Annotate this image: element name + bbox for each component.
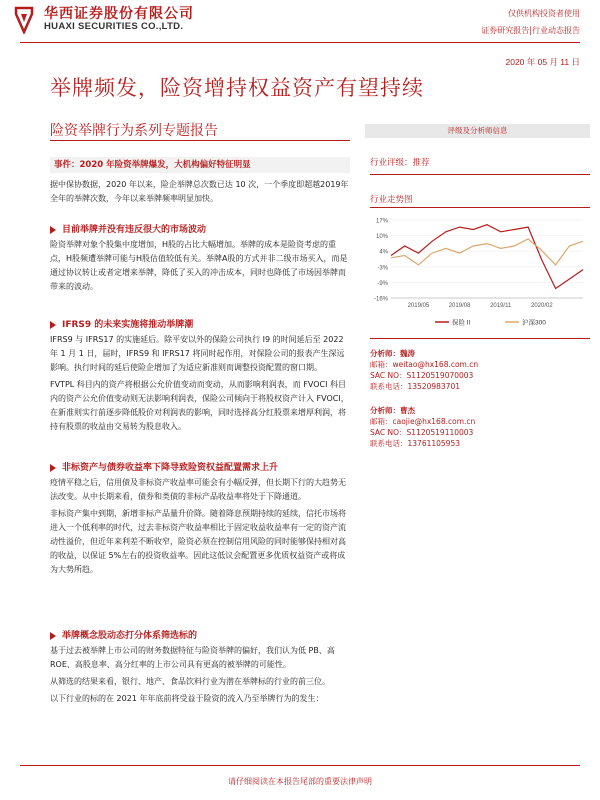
report-title: 举牌频发，险资增持权益资产有望持续 — [50, 76, 424, 100]
y-tick-label: 4% — [379, 249, 388, 256]
analyst-1-phone: 联系电话：13520983701 — [370, 382, 460, 391]
company-name-en: HUAXI SECURITIES CO.,LTD. — [44, 21, 184, 32]
trend-chart-label: 行业走势图 — [370, 195, 413, 205]
company-logo-icon — [12, 6, 36, 34]
chart-divider — [370, 338, 590, 339]
series-line-1 — [391, 225, 583, 289]
section-3 — [50, 460, 350, 577]
section-2-title: IFRS9 的未来实施将推动举牌潮 — [62, 320, 194, 330]
section-1-paragraph-1: 险资举牌对象个股集中度增加，H股的占比大幅增加。举牌的成本是险资考虑的重点，H股频遭举牌可能与H股估值较低有关。举牌A股的方式并非二级市场买入，而是通过协议转让或者定增来举牌，降低了买入的冲击成本，同时也降低了市场因举牌而带来的波动。 — [50, 240, 348, 291]
section-2-paragraph-2: FVTPL 科目内的资产将根据公允价值变动而变动，从而影响利润表，而 FVOCI 科目内的资产公允价值变动则无法影响利润表，保险公司倾向于将股权资产计入 FVOCI，在新准则实行前逐步降低股价对利润表的影响，同时选择高分红股票来增厚利润，将持有股票的收益由交易转为股息收入。 — [50, 380, 349, 431]
section-4-paragraph-2: 从筛选的结果来看，银行、地产、食品饮料行业为潜在举牌标的行业的前三位。 — [50, 677, 330, 686]
bullet-triangle-icon — [50, 226, 56, 234]
section-4-heading — [50, 628, 350, 641]
analyst-1-name: 分析师：魏涛 — [370, 349, 415, 358]
report-subtitle: 险资举牌行为系列专题报告 — [50, 123, 218, 139]
analyst-1-sac: SAC NO：S1120519070003 — [370, 371, 474, 380]
section-1 — [50, 222, 350, 294]
header-report-type: 证券研究报告|行业动态报告 — [481, 26, 580, 35]
analyst-2 — [370, 405, 475, 449]
industry-trend-chart — [365, 212, 590, 330]
section-3-paragraph-1: 疫情平稳之后，信用债及非标资产收益率可能会有小幅反弹，但长期下行的大趋势无法改变。从中长期来看，债券和类债的非标产品收益率将处于下降通道。 — [50, 478, 346, 501]
section-4-paragraph-1: 基于过去被举牌上市公司的财务数据特征与险资举牌的偏好，我们认为低 PB、高 ROE、高股息率、高分红率的上市公司具有更高的被举牌的可能性。 — [50, 646, 335, 669]
analyst-1-email: 邮箱：weitao@hx168.com.cn — [370, 360, 479, 369]
y-tick-label: -16% — [373, 296, 388, 303]
legend-label-1: 保险 II — [452, 319, 471, 327]
section-3-paragraph-2: 非标资产集中到期，新增非标产品量升价降。随着降息预期持续的延续，信托市场将进入一个低利率的时代，过去非标资产收益率相比于固定收益收益率有一定的资产流动性溢价，但近年来利差不断收窄，险资必须在控制信用风险的同时能够保持相对高的收益，以保证 5%左右的投资收益率。因此这低议会配置更多优质权益资产或将成为大势所趋。 — [50, 509, 346, 574]
company-name-cn: 华西证券股份有限公司 — [44, 6, 194, 22]
y-tick-label: -9% — [377, 280, 388, 287]
analyst-1 — [370, 348, 478, 392]
industry-rating: 行业评级：推荐 — [370, 156, 590, 175]
analyst-2-name: 分析师：曹杰 — [370, 406, 415, 415]
legal-notice: 请仔细阅读在本报告尾部的重要法律声明 — [228, 777, 372, 786]
trend-divider — [370, 207, 590, 208]
analyst-2-email: 邮箱：caojie@hx168.com.cn — [370, 417, 476, 426]
section-1-title: 目前举牌并没有违反很大的市场波动 — [62, 225, 207, 235]
analyst-2-phone: 联系电话：13761105953 — [370, 439, 460, 448]
section-2-paragraph-1: IFRS9 与 IFRS17 的实施延后。除平安以外的保险公司执行 I9 的时间延后至 2022 年 1 月 1 日，届时，IFRS9 和 IFRS17 将同时起作用，对保险公司的报表产生深远影响。执行时间的延后使险企增加了为适应新准则而调整投资配置的窗口期。 — [50, 335, 345, 372]
footer-divider — [20, 765, 580, 766]
section-2 — [50, 317, 350, 434]
section-3-heading — [50, 460, 350, 473]
x-tick-label: 2020/02 — [531, 303, 553, 309]
section-1-heading — [50, 222, 350, 235]
x-tick-label: 2019/11 — [490, 303, 512, 309]
header-divider — [20, 42, 580, 43]
section-3-title: 非标资产与债券收益率下降导致险资权益配置需求上升 — [62, 463, 279, 473]
section-4-title: 举牌概念股动态打分体系筛选标的 — [62, 631, 198, 641]
y-tick-label: 10% — [375, 234, 388, 241]
analyst-2-sac: SAC NO：S1120519110003 — [370, 428, 474, 437]
section-4-paragraph-3: 以下行业的标的在 2021 年年底前将受益于险资的流入乃至举牌行为的发生： — [50, 694, 324, 703]
y-tick-label: 17% — [375, 218, 388, 225]
subtitle-divider — [50, 140, 350, 141]
section-2-heading — [50, 317, 350, 330]
legend-label-2: 沪深300 — [522, 319, 546, 327]
y-tick-label: -3% — [377, 265, 388, 272]
event-heading: 事件：2020 年险资举牌爆发，大机构偏好特征明显 — [50, 157, 350, 173]
x-tick-label: 2019/08 — [448, 303, 471, 309]
bullet-triangle-icon — [50, 464, 56, 472]
header-audience: 仅供机构投资者使用 — [508, 9, 580, 18]
report-date: 2020 年 05 月 11 日 — [505, 57, 580, 67]
event-text: 据中保协数据，2020 年以来，险企举牌总次数已达 10 次，一个季度即超越2019年全年的举牌次数，今年以来举牌频率明显加快。 — [50, 180, 349, 203]
x-tick-label: 2019/05 — [407, 303, 430, 309]
analyst-panel-header: 评级及分析师信息 — [365, 124, 590, 138]
section-4 — [50, 628, 350, 706]
bullet-triangle-icon — [50, 321, 56, 329]
bullet-triangle-icon — [50, 632, 56, 640]
